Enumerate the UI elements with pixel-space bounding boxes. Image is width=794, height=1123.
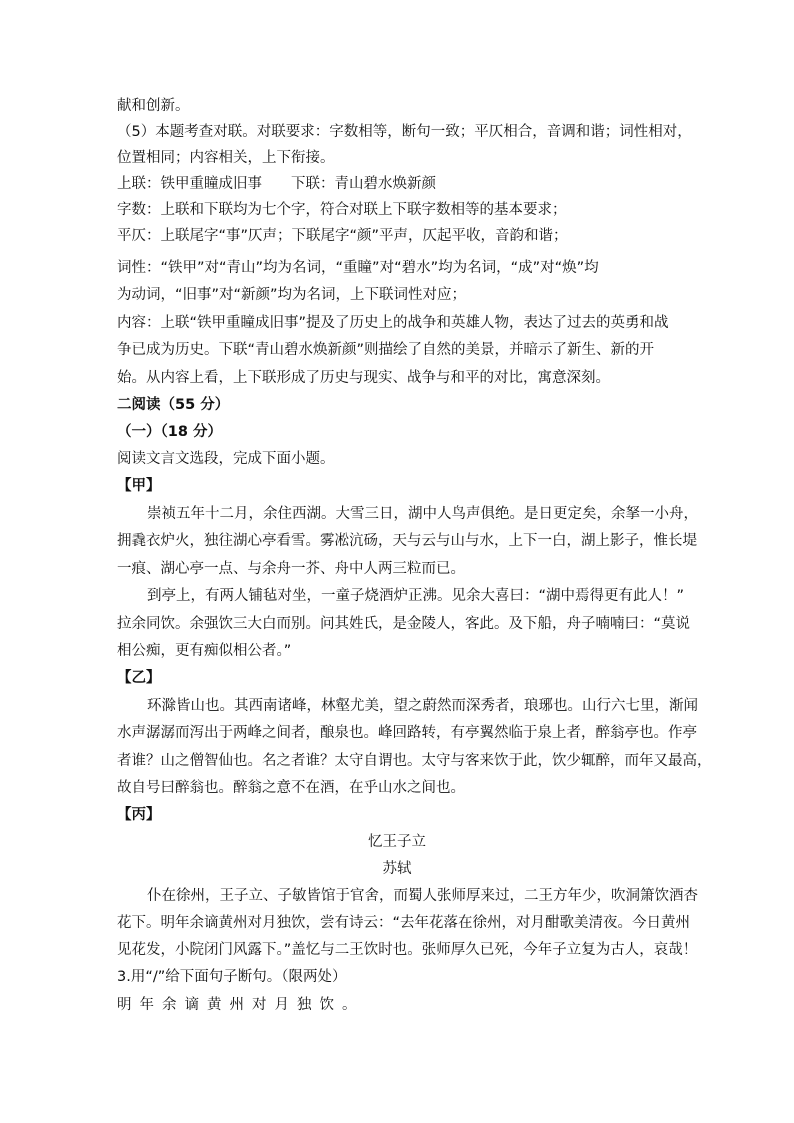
passage-line: 环滁皆山也。其西南诸峰，林壑尤美，望之蔚然而深秀者，琅琊也。山行六七里，渐闻 [147,698,698,714]
poem-author: 苏轼 [382,861,412,877]
passage-line: 仆在徐州，王子立、子敏皆馆于官舍，而蜀人张师厚来过，二王方年少，吹洞箫饮酒杏 [147,888,698,904]
passage-line: 到亭上，有两人铺毡对坐，一童子烧酒炉正沸。见余大喜曰：“湖中焉得更有此人！” [147,588,685,604]
passage-line: 相公痴，更有痴似相公者。” [117,643,292,659]
text-line: 平仄：上联尾字“事”仄声；下联尾字“颜”平声，仄起平收，音韵和谐； [117,228,568,244]
passage-label-yi: 【乙】 [117,670,161,686]
passage-label-bing: 【丙】 [117,807,161,823]
question-3: 3.用“/”给下面句子断句。（限两处） [117,969,347,985]
passage-line: 崇祯五年十二月，余住西湖。大雪三日，湖中人鸟声俱绝。是日更定矣，余拏一小舟， [147,506,698,522]
section-title: 二阅读（55 分） [117,397,230,413]
part-title: （一）（18 分） [117,424,222,440]
couplet-line: 上联：铁甲重瞳成旧事 下联：青山碧水焕新颜 [117,176,436,192]
passage-line: 见花发，小院闭门风露下。”盖忆与二王饮时也。张师厚久已死，今年子立复为古人，哀哉！ [117,942,698,958]
passage-line: 拉余同饮。余强饮三大白而别。问其姓氏，是金陵人，客此。及下船，舟子喃喃曰：“莫说 [117,616,691,632]
passage-line: 拥毳衣炉火，独往湖心亭看雪。雾凇沆砀，天与云与山与水，上下一白，湖上影子，惟长堤 [117,533,697,549]
instruction: 阅读文言文选段，完成下面小题。 [117,451,335,467]
text-line: 献和创新。 [117,98,190,114]
text-line: 内容：上联“铁甲重瞳成旧事”提及了历史上的战争和英雄人物，表达了过去的英勇和战 [117,315,669,331]
text-line: 为动词，“旧事”对“新颜”均为名词，上下联词性对应； [117,287,467,303]
passage-line: 一痕、湖心亭一点、与余舟一芥、舟中人两三粒而已。 [117,561,465,577]
passage-line: 花下。明年余谪黄州对月独饮，尝有诗云：“去年花落在徐州，对月酣歌美清夜。今日黄州 [117,915,691,931]
text-line: （5）本题考查对联。对联要求：字数相等，断句一致；平仄相合，音调和谐；词性相对， [117,124,692,140]
text-line: 始。从内容上看，上下联形成了历史与现实、战争与和平的对比，寓意深刻。 [117,370,610,386]
text-line: 争已成为历史。下联“青山碧水焕新颜”则描绘了自然的美景，并暗示了新生、新的开 [117,342,655,358]
text-line: 字数：上联和下联均为七个字，符合对联上下联字数相等的基本要求； [117,202,567,218]
passage-label-jia: 【甲】 [117,478,161,494]
passage-line: 者谁？山之僧智仙也。名之者谁？太守自谓也。太守与客来饮于此，饮少辄醉，而年又最高， [117,753,712,769]
text-line: 词性：“铁甲”对“青山”均为名词，“重瞳”对“碧水”均为名词，“成”对“焕”均 [117,260,599,276]
poem-title: 忆王子立 [368,834,426,850]
passage-line: 故自号曰醉翁也。醉翁之意不在酒，在乎山水之间也。 [117,780,465,796]
text-line: 位置相同；内容相关，上下衔接。 [117,150,335,166]
question-3-sentence: 明年余谪黄州对月独饮。 [117,997,365,1013]
passage-line: 水声潺潺而泻出于两峰之间者，酿泉也。峰回路转，有亭翼然临于泉上者，醉翁亭也。作亭 [117,725,697,741]
